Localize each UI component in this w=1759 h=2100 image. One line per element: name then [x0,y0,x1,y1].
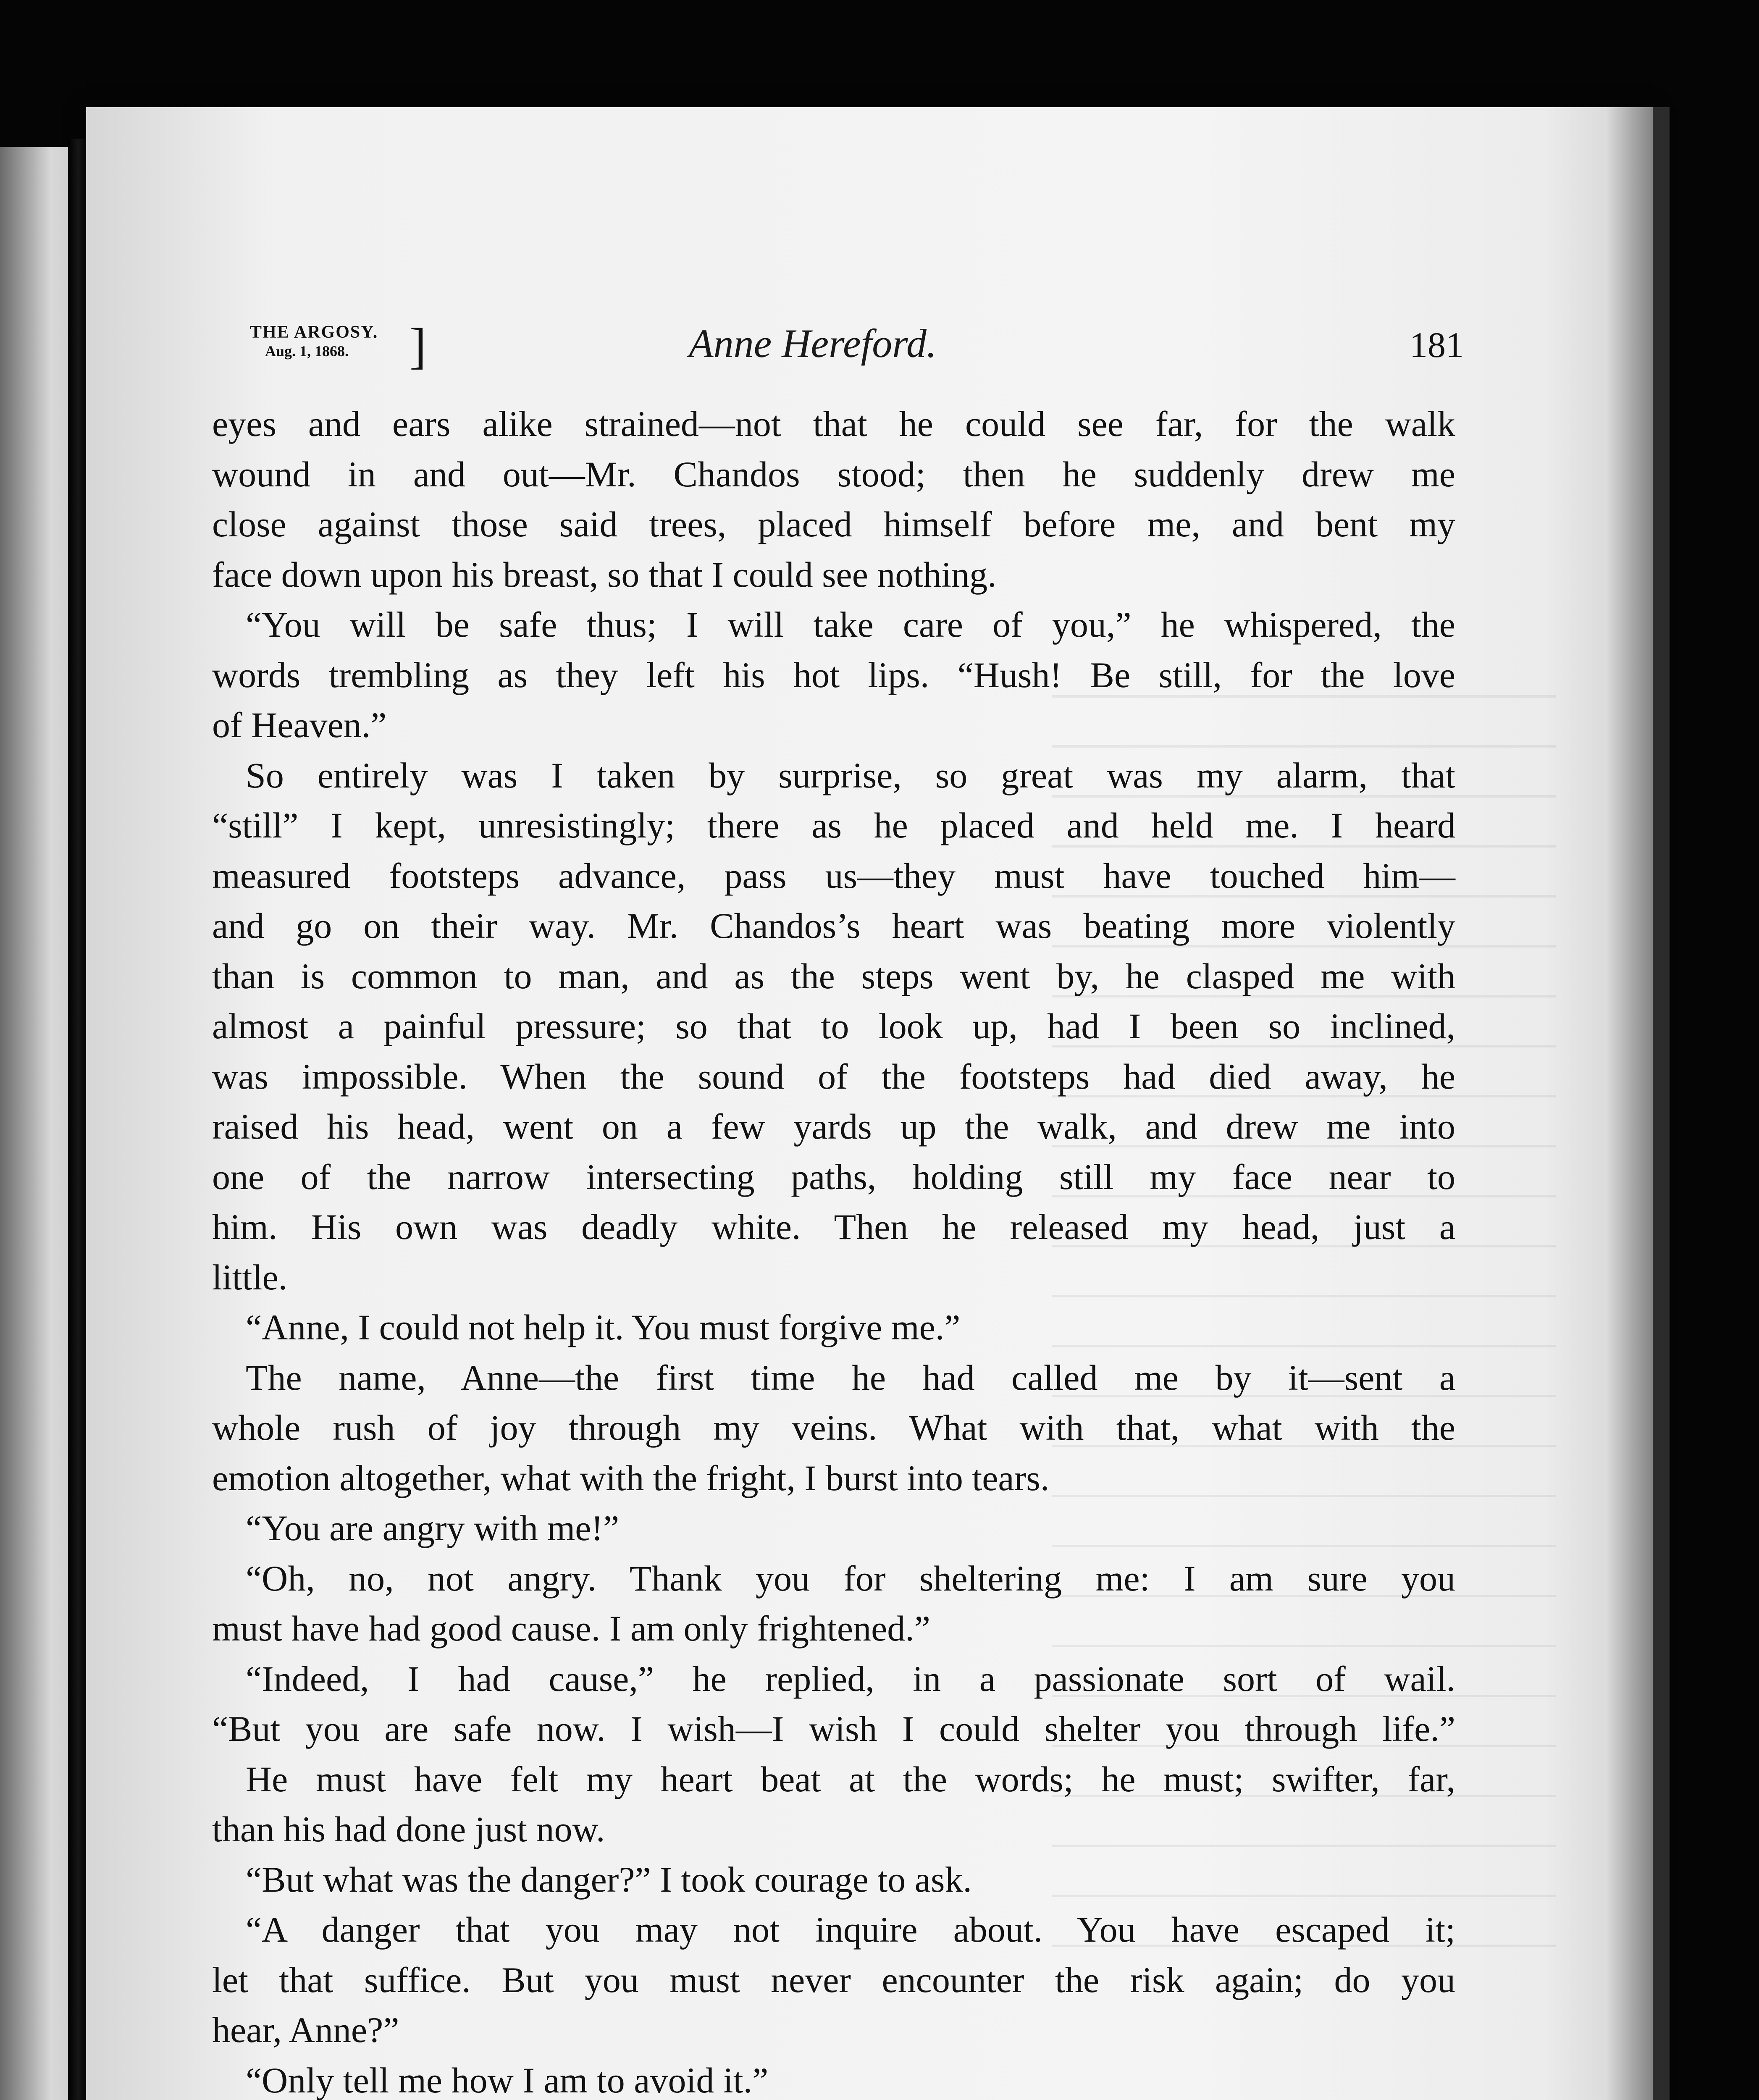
text-line: emotion altogether, what with the fright, I burst into tears. [212,1457,1050,1498]
text-line: “But what was the danger?” I took courage to ask. [246,1859,972,1900]
text-line: “Oh, no, not angry. Thank you for sheltering me: I am sure you [246,1558,1455,1599]
text-line: “You will be safe thus; I will take care of you,” he whispered, the [246,604,1455,645]
text-line: The name, Anne—the first time he had called me by it—sent a [246,1357,1455,1398]
text-line: eyes and ears alike strained—not that he could see far, for the walk [212,404,1455,444]
text-line: little. [212,1257,288,1297]
text-line: one of the narrow intersecting paths, holding still my face near to [212,1156,1455,1197]
text-line: close against those said trees, placed himself before me, and bent my [212,504,1455,544]
text-line: He must have felt my heart beat at the words; he must; swifter, far, [246,1759,1455,1799]
running-title: Anne Hereford. [688,321,937,366]
page-edge-dark [1653,107,1670,2100]
text-line: “Anne, I could not help it. You must forgive me.” [246,1307,961,1347]
text-line: wound in and out—Mr. Chandos stood; then he suddenly drew me [212,454,1455,494]
text-line: of Heaven.” [212,705,387,745]
page-edge-shadow [1607,107,1653,2100]
text-line: “You are angry with me!” [246,1508,620,1548]
text-line: let that suffice. But you must never encounter the risk again; do you [212,1959,1455,2000]
text-line: was impossible. When the sound of the footsteps had died away, he [212,1056,1455,1097]
bracket: ] [410,318,426,374]
text-line: than is common to man, and as the steps went by, he clasped me with [212,956,1455,996]
text-line: “But you are safe now. I wish—I wish I could shelter you through life.” [212,1709,1455,1749]
text-line: “Indeed, I had cause,” he replied, in a passionate sort of wail. [246,1658,1455,1699]
text-line: raised his head, went on a few yards up the walk, and drew me into [212,1106,1455,1147]
text-line: words trembling as they left his hot lips. “Hush! Be still, for the love [212,654,1455,695]
text-line: him. His own was deadly white. Then he released my head, just a [212,1207,1455,1247]
text-line: than his had done just now. [212,1809,605,1849]
issue-date: Aug. 1, 1868. [265,343,349,360]
text-line: “still” I kept, unresistingly; there as he placed and held me. I heard [212,805,1455,845]
text-line: must have had good cause. I am only frightened.” [212,1608,930,1648]
body-text [212,399,1455,2100]
text-line: “Only tell me how I am to avoid it.” [246,2060,769,2100]
journal-name: THE ARGOSY. [250,323,378,342]
text-line: “A danger that you may not inquire about. You have escaped it; [246,1909,1455,1950]
text-line: measured footsteps advance, pass us—they must have touched him— [212,855,1455,896]
text-line: and go on their way. Mr. Chandos’s heart was beating more violently [212,906,1455,946]
text-line: whole rush of joy through my veins. What with that, what with the [212,1407,1455,1448]
text-line: hear, Anne?” [212,2010,399,2050]
text-line: almost a painful pressure; so that to look up, had I been so inclined, [212,1006,1455,1046]
page-number: 181 [1410,325,1464,365]
running-head [166,318,1464,374]
text-line: face down upon his breast, so that I could see nothing. [212,554,997,595]
text-line: So entirely was I taken by surprise, so great was my alarm, that [246,755,1455,795]
